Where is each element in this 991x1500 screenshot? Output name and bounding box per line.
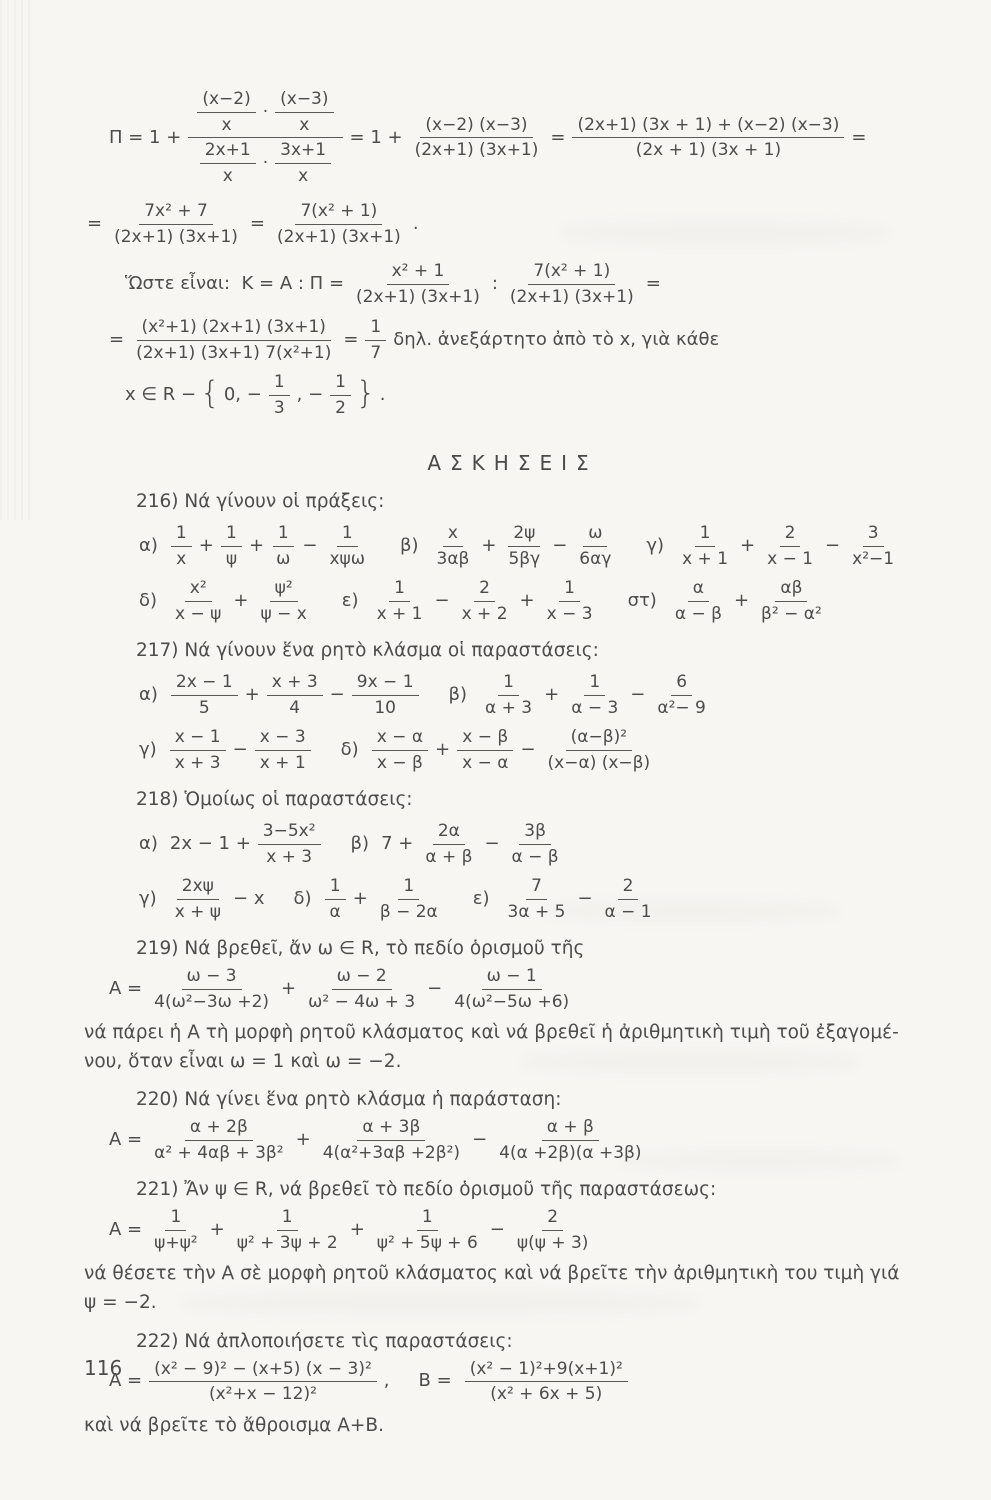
fraction — [574, 523, 616, 569]
fraction — [372, 578, 428, 624]
item-label: β) — [448, 683, 468, 705]
fraction-denominator: 3 — [273, 398, 285, 419]
fraction-denominator: β − 2α — [379, 902, 438, 923]
fraction-numerator: 2 — [542, 1207, 563, 1231]
fraction-numerator: 1 — [330, 372, 351, 396]
fraction-numerator: (x² − 1)²+9(x+1)² — [465, 1359, 628, 1383]
fraction-numerator: x − α — [372, 727, 428, 751]
fraction-numerator: 1 — [221, 523, 242, 547]
exercise-222-formula — [106, 1359, 941, 1405]
fraction-numerator: 1 — [273, 523, 294, 547]
fraction-numerator: 1 — [171, 523, 192, 547]
fraction-numerator: (x−3) — [275, 89, 333, 113]
fraction-denominator: x + 3 — [266, 846, 313, 867]
math-text: + — [544, 683, 560, 705]
fraction-numerator: 2ψ — [508, 523, 540, 547]
fraction-denominator: 6αγ — [579, 548, 612, 569]
math-text: + — [198, 534, 214, 556]
fraction-denominator: x + ψ — [174, 902, 222, 923]
fraction-numerator: (α−β)² — [566, 727, 632, 751]
fraction-denominator: ψ+ψ² — [154, 1232, 198, 1253]
exercise-218-row-1 — [136, 821, 941, 867]
fraction-numerator: (x²+1) (2x+1) (3x+1) — [137, 317, 331, 341]
math-text: = — [109, 328, 125, 350]
math-text: − — [484, 832, 500, 854]
fraction-denominator: x − α — [462, 753, 509, 774]
fraction-denominator: 4(ω²−3ω +2) — [154, 991, 270, 1012]
fraction-numerator: 1 — [417, 1207, 438, 1231]
fraction-denominator: 10 — [374, 697, 396, 718]
worked-example-line-2 — [84, 201, 941, 247]
fraction-numerator: 9x − 1 — [352, 672, 419, 696]
fraction-numerator: 3 — [863, 523, 884, 547]
math-text: − — [577, 888, 593, 910]
fraction — [171, 672, 238, 718]
math-text: + — [740, 534, 756, 556]
fraction-numerator: 2xψ — [177, 876, 219, 900]
fraction — [351, 261, 485, 307]
fraction-denominator: ψ² + 5ψ + 6 — [376, 1232, 478, 1253]
fraction — [170, 727, 226, 773]
fraction-denominator: α − β — [674, 604, 722, 625]
fraction — [255, 727, 311, 773]
fraction-numerator: 1 — [337, 523, 358, 547]
fraction-denominator: α — [329, 902, 341, 923]
fraction-denominator: ψ — [225, 548, 238, 569]
fraction-denominator: 3αβ — [436, 548, 470, 569]
fraction — [505, 261, 639, 307]
item-label: ε) — [472, 888, 490, 910]
fraction-denominator: x + 1 — [259, 753, 306, 774]
math-text: − — [434, 590, 450, 612]
fraction-numerator: 1 — [389, 578, 410, 602]
fraction-denominator: (2x+1) (3x+1) — [277, 226, 401, 247]
fraction-denominator: (2x+1) (3x+1) — [356, 287, 480, 308]
fraction-denominator: (x² + 6x + 5) — [490, 1384, 603, 1405]
exercise-221-intro: 221) Ἄν ψ ∈ R, νά βρεθεῖ τὸ πεδίο ὁρισμοῦ τῆς παραστάσεως: — [136, 1178, 717, 1200]
math-text: − — [427, 977, 443, 999]
exercise-220-intro: 220) Νά γίνει ἕνα ρητὸ κλάσμα ἡ παράσταση: — [136, 1089, 562, 1111]
fraction — [503, 523, 545, 569]
fraction-denominator: 2 — [335, 398, 346, 419]
item-label: δ) — [293, 888, 312, 910]
fraction — [652, 672, 711, 718]
fraction-denominator: (2x + 1) (3x + 1) — [635, 140, 782, 161]
fraction — [171, 523, 192, 569]
fraction-numerator: ω − 1 — [482, 966, 542, 990]
fraction-denominator: α²− 9 — [657, 697, 706, 718]
item-label: Β = — [418, 1370, 452, 1392]
fraction — [109, 201, 243, 247]
math-text: δηλ. ἀνεξάρτητο ἀπὸ τὸ x, γιὰ κάθε — [393, 328, 720, 350]
fraction — [170, 578, 226, 624]
fraction — [149, 1359, 377, 1405]
fraction-numerator: x² + 1 — [387, 261, 450, 285]
math-text: 2x − 1 + — [169, 832, 251, 854]
fraction-numerator: (x−2) — [197, 89, 255, 113]
math-text: + — [733, 590, 750, 612]
exercise-219-body-2: νου, ὅταν εἶναι ω = 1 καὶ ω = −2. — [84, 1051, 402, 1073]
exercise-221-formula — [106, 1207, 941, 1253]
worked-example-line-1 — [106, 89, 941, 187]
fraction-numerator: 2x − 1 — [171, 672, 238, 696]
fraction-denominator: x — [221, 114, 232, 135]
fraction-denominator: x + 1 — [682, 548, 729, 569]
math-text: · — [262, 101, 269, 122]
fraction-numerator: (2x+1) (3x + 1) + (x−2) (x−3) — [572, 115, 844, 139]
fraction-denominator: x − ψ — [175, 604, 222, 625]
fraction — [677, 523, 733, 569]
worked-example-line-3 — [122, 261, 941, 307]
fraction-numerator: 1 — [325, 876, 346, 900]
exercise-222-intro: 222) Νά ἀπλοποιήσετε τὶς παραστάσεις: — [136, 1330, 513, 1352]
math-text: + — [435, 739, 451, 761]
fraction-numerator: (x² − 9)² − (x+5) (x − 3)² — [149, 1359, 377, 1383]
fraction — [543, 727, 656, 773]
fraction-numerator: 2 — [618, 876, 639, 900]
math-text: + — [481, 534, 497, 556]
item-label: δ) — [139, 590, 158, 612]
fraction — [200, 140, 256, 186]
fraction — [457, 578, 513, 624]
math-text: , — [383, 1370, 390, 1392]
fraction-numerator: α + 3β — [357, 1117, 425, 1141]
fraction-numerator: 2 — [474, 578, 495, 602]
exercise-221-body-1: νά θέσετε τὴν Α σὲ μορφὴ ρητοῦ κλάσματος καὶ νά βρεῖτε τὴν ἀριθμητικὴ του τιμὴ γιά — [84, 1263, 900, 1285]
section-heading: ΑΣΚΗΣΕΙΣ — [427, 450, 598, 475]
fraction — [847, 523, 899, 569]
item-label: α) — [139, 832, 158, 854]
fraction-numerator: 7x² + 7 — [139, 201, 213, 225]
fraction-numerator: α + β — [542, 1117, 599, 1141]
fraction-numerator: α + 2β — [185, 1117, 253, 1141]
fraction-denominator: α − β — [511, 846, 559, 867]
fraction — [494, 1117, 646, 1163]
fraction — [375, 876, 443, 922]
fraction — [272, 201, 406, 247]
fraction-numerator: 1 — [584, 672, 605, 696]
fraction-denominator — [191, 138, 340, 186]
exercise-217-intro: 217) Νά γίνουν ἕνα ρητὸ κλάσμα οἱ παραστάσεις: — [136, 639, 599, 661]
fraction — [188, 89, 342, 187]
math-text: 7 + — [381, 832, 414, 854]
math-text: + — [352, 888, 368, 910]
fraction-denominator: α² + 4αβ + 3β² — [154, 1143, 284, 1164]
fraction — [507, 821, 564, 867]
item-label: γ) — [139, 739, 157, 761]
math-text: − — [472, 1129, 488, 1151]
math-text: − — [302, 534, 318, 556]
math-text: Π = 1 + — [109, 126, 182, 148]
fraction-denominator: (2x+1) (3x+1) — [414, 140, 539, 161]
fraction-denominator: 7 — [370, 342, 382, 363]
math-text: = — [550, 126, 566, 148]
math-text: − — [329, 683, 345, 705]
fraction — [330, 372, 351, 418]
math-text: . — [379, 384, 386, 406]
exercise-217-row-1 — [136, 672, 941, 718]
math-text: . — [412, 212, 419, 234]
fraction — [756, 578, 827, 624]
fraction — [542, 578, 598, 624]
math-text: = — [249, 212, 265, 234]
fraction — [303, 966, 420, 1012]
exercise-216-row-1 — [136, 523, 941, 569]
item-label: δ) — [340, 739, 359, 761]
math-text: Α = — [109, 977, 143, 999]
fraction-numerator: 2α — [433, 821, 465, 845]
item-label: ε) — [341, 590, 359, 612]
fraction — [325, 876, 346, 922]
math-text: Α = — [109, 1129, 143, 1151]
fraction — [269, 372, 290, 418]
fraction — [480, 672, 537, 718]
fraction — [670, 578, 727, 624]
fraction-denominator: ψ − x — [260, 604, 307, 625]
item-label: β) — [399, 534, 419, 556]
math-text: Ὥστε εἶναι: Κ = Α : Π = — [125, 273, 345, 295]
fraction-numerator: 6 — [671, 672, 692, 696]
fraction-numerator: 7(x² + 1) — [295, 201, 382, 225]
fraction-numerator: 2 — [780, 523, 801, 547]
exercise-221-body-2: ψ = −2. — [84, 1292, 157, 1314]
exercise-216-row-2 — [136, 578, 941, 624]
fraction-denominator: 3α + 5 — [507, 902, 566, 923]
fraction-denominator: x − 3 — [546, 604, 593, 625]
fraction-denominator: ψ² + 3ψ + 2 — [236, 1232, 338, 1253]
math-text: Α = — [109, 1218, 143, 1240]
fraction — [449, 966, 574, 1012]
fraction-numerator: 1 — [365, 317, 386, 341]
fraction-numerator: 1 — [498, 672, 519, 696]
fraction-denominator: x + 2 — [461, 604, 508, 625]
math-text: + — [295, 1129, 311, 1151]
fraction-numerator: 1 — [695, 523, 716, 547]
fraction-numerator: 7(x² + 1) — [528, 261, 615, 285]
math-text: = — [851, 126, 867, 148]
fraction — [503, 876, 571, 922]
fraction-denominator: 5 — [198, 697, 210, 718]
fraction-denominator: α + 3 — [485, 697, 533, 718]
brace-glyph: { — [200, 374, 220, 411]
fraction-denominator: x — [176, 548, 187, 569]
math-text: : — [491, 273, 498, 295]
fraction — [232, 1207, 343, 1253]
fraction-numerator: α — [688, 578, 709, 602]
fraction-denominator: ω — [276, 548, 291, 569]
item-label: β) — [350, 832, 370, 854]
fraction-denominator: 4(α +2β)(α +3β) — [499, 1143, 642, 1164]
math-text: , − — [296, 384, 324, 406]
math-text: + — [519, 590, 535, 612]
fraction-denominator: x — [298, 166, 309, 187]
fraction-denominator: 5βγ — [508, 548, 541, 569]
fraction-numerator: ψ² — [270, 578, 298, 602]
item-label: γ) — [646, 534, 665, 556]
fraction-numerator: αβ — [775, 578, 807, 602]
fraction — [324, 523, 370, 569]
brace-glyph: } — [356, 374, 376, 411]
fraction-numerator: 3x+1 — [275, 140, 331, 164]
fraction — [432, 523, 475, 569]
fraction-numerator: ω − 2 — [332, 966, 392, 990]
math-text: − — [825, 534, 841, 556]
fraction-denominator: x — [299, 114, 310, 135]
math-text: + — [244, 683, 260, 705]
fraction-denominator: x²−1 — [852, 548, 895, 569]
fraction-numerator: x − 1 — [170, 727, 226, 751]
fraction-numerator: x — [443, 523, 463, 547]
fraction — [352, 672, 419, 718]
math-text: − — [552, 534, 568, 556]
math-text: Α = — [109, 1370, 143, 1392]
fraction — [365, 317, 386, 363]
fraction-denominator: (2x+1) (3x+1) — [114, 226, 238, 247]
fraction-numerator: ω — [583, 523, 607, 547]
math-text: − x — [233, 888, 265, 910]
item-label: γ) — [139, 888, 157, 910]
fraction-denominator: (2x+1) (3x+1) 7(x²+1) — [136, 342, 332, 363]
item-label: στ) — [627, 590, 657, 612]
fraction-numerator: 7 — [526, 876, 547, 900]
fraction-denominator: x − β — [376, 753, 423, 774]
math-text: + — [233, 590, 249, 612]
exercise-217-row-2 — [136, 727, 941, 773]
fraction — [372, 727, 428, 773]
math-text: − — [630, 683, 646, 705]
math-text: = 1 + — [349, 126, 403, 148]
worked-example-line-5 — [122, 372, 941, 418]
fraction-numerator: ω − 3 — [182, 966, 242, 990]
fraction-numerator: 3−5x² — [258, 821, 321, 845]
exercise-220-formula — [106, 1117, 941, 1163]
item-label: α) — [139, 534, 158, 556]
fraction — [258, 821, 321, 867]
fraction-denominator: (2x+1) (3x+1) — [509, 287, 634, 308]
fraction-denominator: ω² − 4ω + 3 — [308, 991, 416, 1012]
fraction-denominator: α − 1 — [604, 902, 652, 923]
fraction — [420, 821, 477, 867]
fraction — [275, 89, 333, 135]
fraction-denominator: 4(α²+3αβ +2β²) — [322, 1143, 461, 1164]
fraction — [465, 1359, 628, 1405]
fraction — [566, 672, 623, 718]
fraction — [255, 578, 311, 624]
fraction-numerator: x + 3 — [267, 672, 323, 696]
exercise-222-body: καὶ νά βρεῖτε τὸ ἄθροισμα Α+Β. — [84, 1415, 384, 1437]
fraction — [372, 1207, 483, 1253]
math-text: = — [87, 212, 103, 234]
fraction-numerator: x − β — [457, 727, 513, 751]
fraction-denominator: ψ(ψ + 3) — [516, 1232, 589, 1253]
math-text: = — [343, 328, 359, 350]
fraction — [271, 523, 295, 569]
fraction — [149, 1207, 203, 1253]
fraction — [512, 1207, 594, 1253]
fraction-numerator: 2x+1 — [200, 140, 256, 164]
fraction-denominator: x — [222, 166, 233, 187]
fraction-numerator: x² — [185, 578, 212, 602]
math-text: = — [645, 273, 661, 295]
fraction-numerator: 3β — [519, 821, 551, 845]
page-number: 116 — [84, 1356, 123, 1380]
fraction-numerator: 1 — [165, 1207, 186, 1231]
fraction — [600, 876, 657, 922]
exercise-218-intro: 218) Ὁμοίως οἱ παραστάσεις: — [136, 788, 413, 810]
fraction-numerator: 1 — [559, 578, 580, 602]
fraction-numerator: 1 — [398, 876, 419, 900]
fraction-numerator: x − 3 — [255, 727, 311, 751]
fraction-denominator: 4 — [289, 697, 301, 718]
fraction-denominator: β² − α² — [761, 604, 822, 625]
fraction — [149, 966, 274, 1012]
math-text: − — [232, 739, 248, 761]
fraction-denominator: α + β — [425, 846, 473, 867]
math-text: − — [489, 1218, 505, 1240]
fraction — [197, 89, 255, 135]
fraction-denominator: x + 3 — [174, 753, 221, 774]
exercise-218-row-2 — [136, 876, 941, 922]
item-label: α) — [139, 683, 158, 705]
exercise-216-intro: 216) Νά γίνουν οἱ πράξεις: — [136, 490, 385, 512]
fraction — [267, 672, 323, 718]
fraction — [131, 317, 336, 363]
math-text: − — [520, 739, 536, 761]
fraction — [410, 115, 544, 161]
math-text: + — [349, 1218, 365, 1240]
exercise-219-intro: 219) Νά βρεθεῖ, ἄν ω ∈ R, τὸ πεδίο ὁρισμοῦ τῆς — [136, 937, 585, 959]
fraction-numerator — [188, 89, 342, 138]
fraction-denominator: x − 1 — [767, 548, 814, 569]
fraction-denominator: 4(ω²−5ω +6) — [454, 991, 570, 1012]
math-text: + — [209, 1218, 225, 1240]
fraction-numerator: 1 — [277, 1207, 298, 1231]
math-text: x ∈ R − — [125, 384, 197, 406]
fraction-denominator: x + 1 — [376, 604, 423, 625]
fraction — [170, 876, 226, 922]
fraction — [762, 523, 818, 569]
fraction — [318, 1117, 465, 1163]
math-text: + — [249, 534, 265, 556]
exercise-219-body-1: νά πάρει ἡ Α τὴ μορφὴ ρητοῦ κλάσματος καὶ νά βρεθεῖ ἡ ἀριθμητικὴ τιμὴ τοῦ ἐξαγομέ- — [84, 1022, 899, 1044]
fraction — [275, 140, 331, 186]
math-text: 0, − — [223, 384, 262, 406]
fraction — [221, 523, 242, 569]
fraction-denominator: (x−α) (x−β) — [547, 753, 651, 774]
math-text: + — [281, 977, 297, 999]
fraction-numerator: (x−2) (x−3) — [420, 115, 532, 139]
fraction — [149, 1117, 288, 1163]
fraction-denominator: xψω — [329, 548, 365, 569]
fraction-denominator: α − 3 — [571, 697, 619, 718]
exercise-219-formula — [106, 966, 941, 1012]
fraction-numerator: 1 — [269, 372, 290, 396]
math-text: · — [262, 153, 269, 174]
worked-example-line-4 — [106, 317, 941, 363]
fraction — [572, 115, 844, 161]
fraction-denominator: (x²+x − 12)² — [208, 1384, 317, 1405]
fraction — [457, 727, 513, 773]
